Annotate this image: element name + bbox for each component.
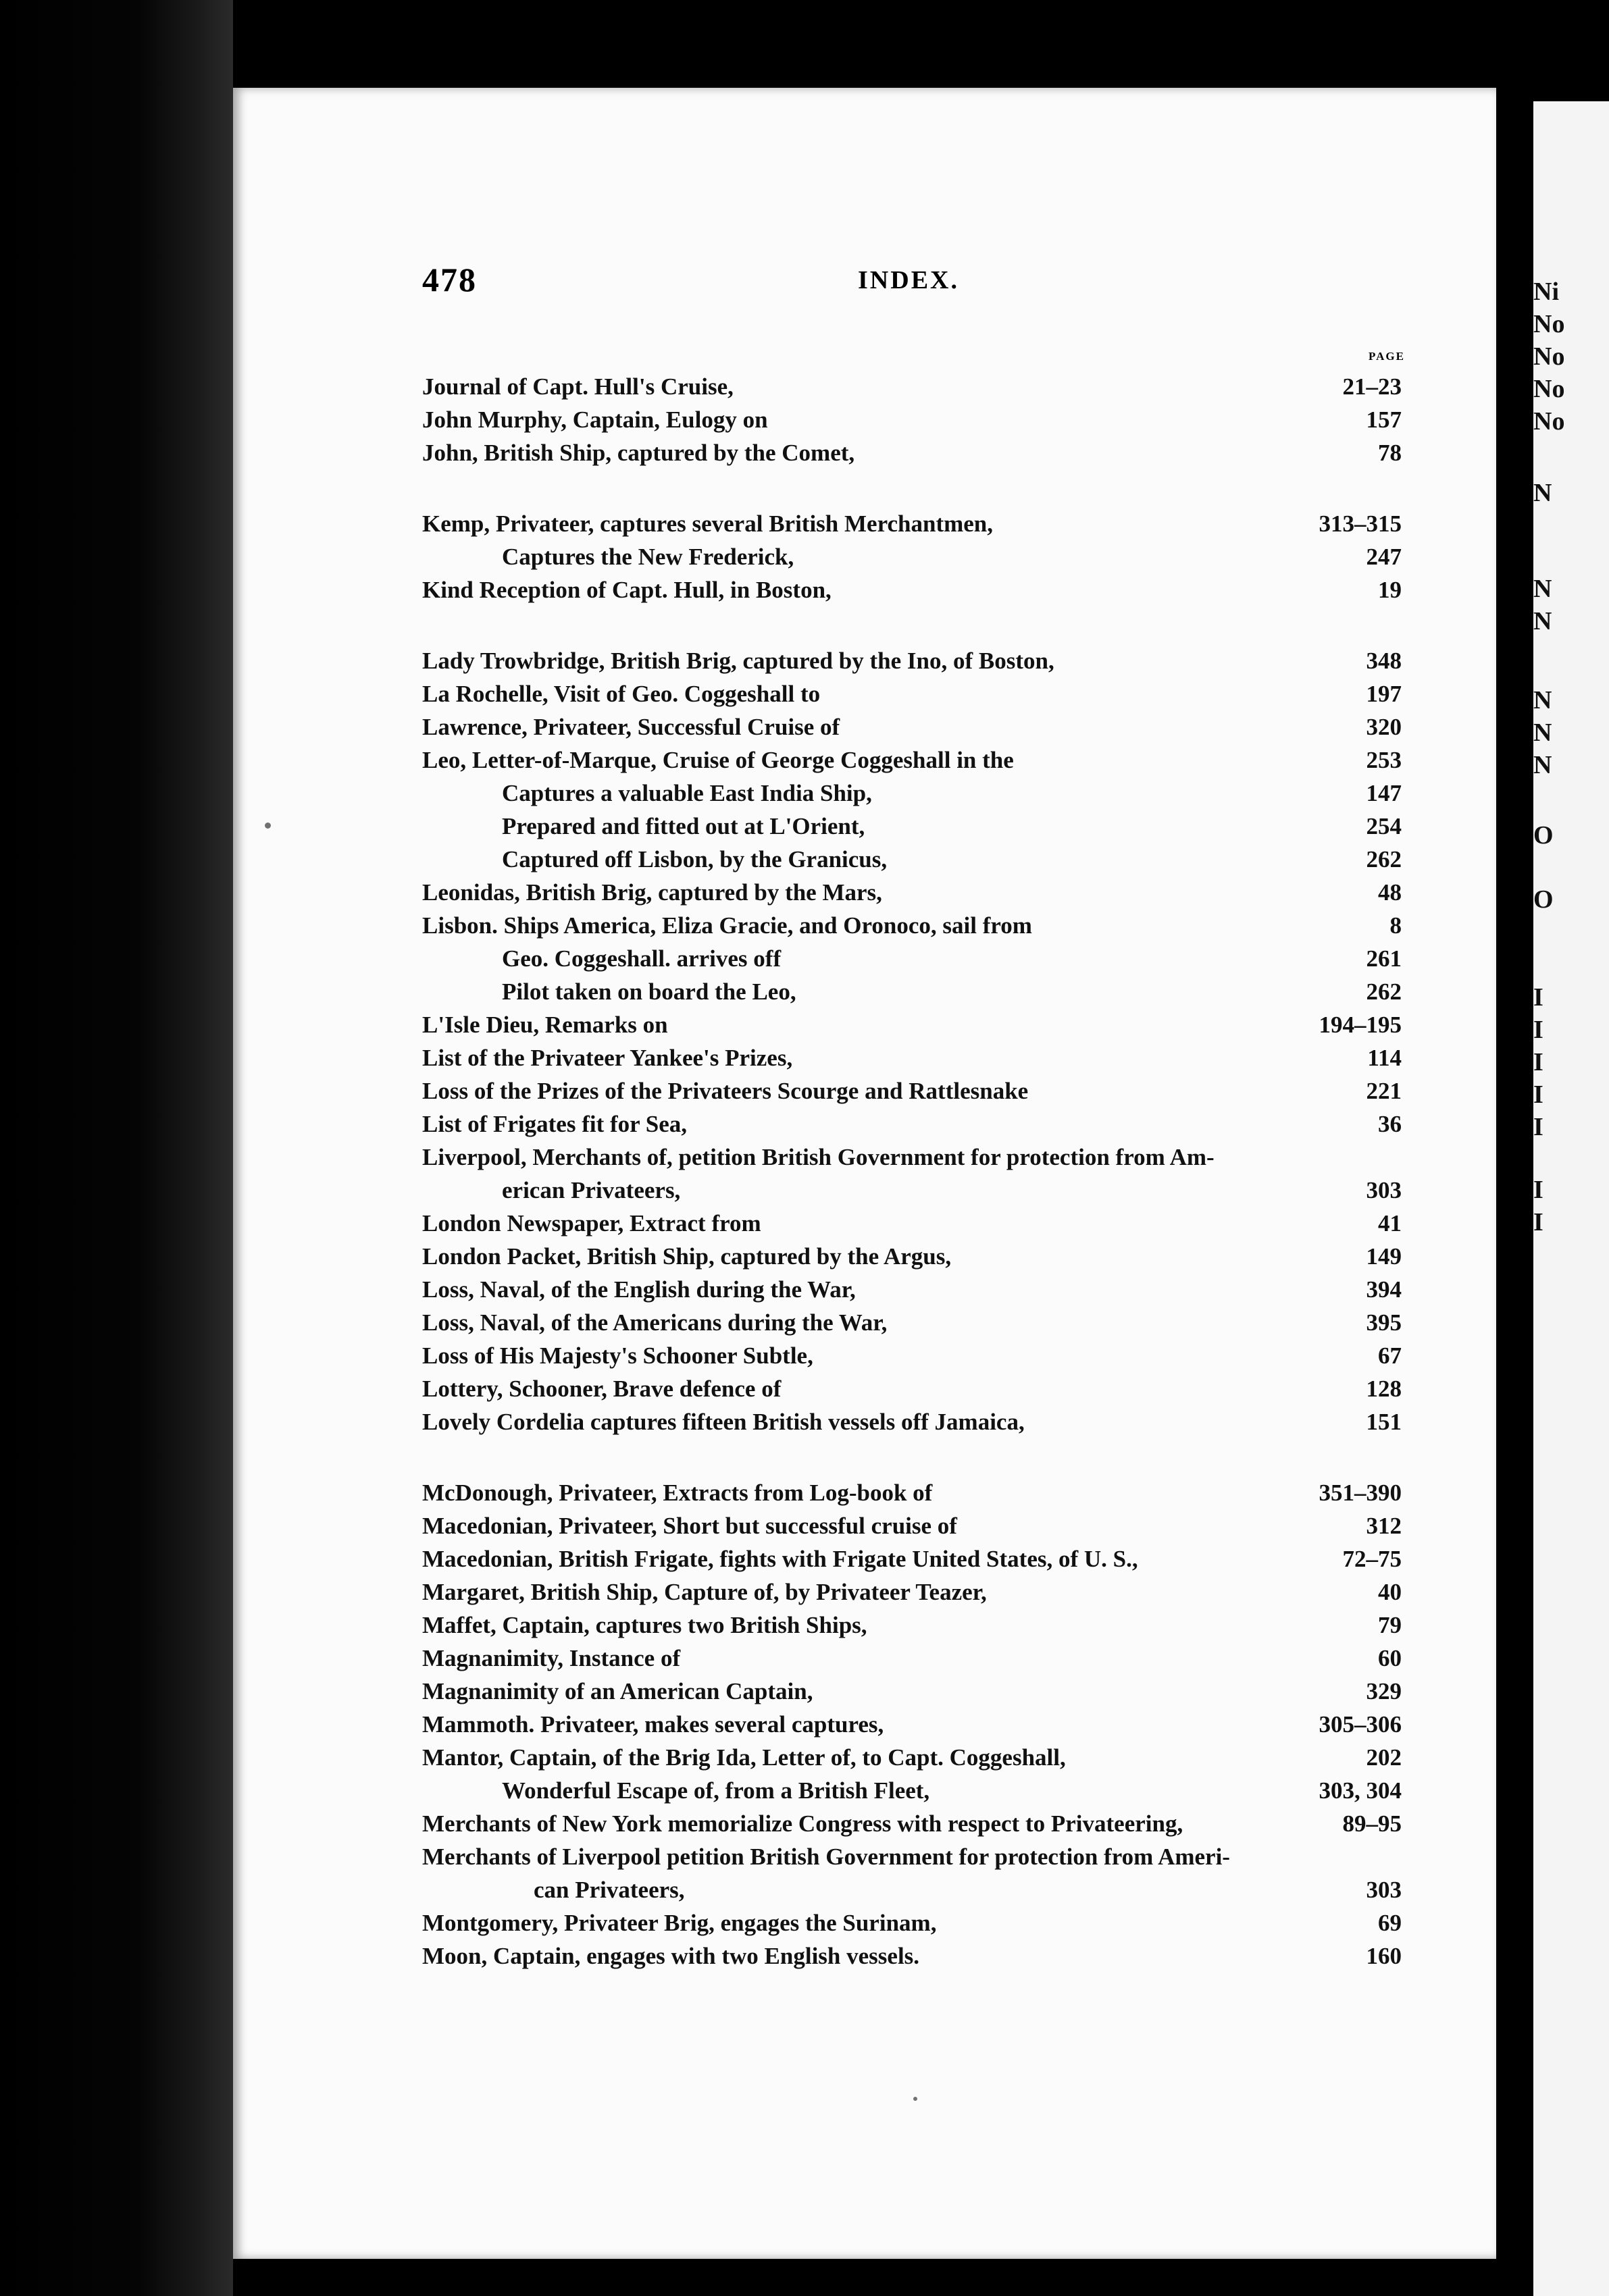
index-entry	[422, 876, 1402, 909]
index-entry	[422, 743, 1402, 777]
index-entry	[422, 1372, 1402, 1405]
index-entry	[422, 777, 1402, 810]
index-entry-page: 41	[1378, 1210, 1402, 1236]
index-entry-text: erican Privateers,	[502, 1177, 681, 1203]
index-entry-page: 253	[1366, 747, 1402, 773]
index-entry-text: Macedonian, British Frigate, fights with Frigate United States, of U. S.,	[422, 1546, 1138, 1572]
index-entry-page: 157	[1366, 407, 1402, 433]
index-entry	[422, 1306, 1402, 1339]
index-entry	[422, 909, 1402, 942]
index-entry	[422, 370, 1402, 403]
index-entry-page: 160	[1366, 1943, 1402, 1969]
index-entry	[422, 1074, 1402, 1107]
index-entry	[422, 1642, 1402, 1675]
index-entry-text: Lottery, Schooner, Brave defence of	[422, 1376, 782, 1402]
index-entry-text: Mantor, Captain, of the Brig Ida, Letter of, to Capt. Coggeshall,	[422, 1744, 1066, 1771]
index-entry-text: Mammoth. Privateer, makes several captures,	[422, 1711, 884, 1738]
index-entry-page: 79	[1378, 1612, 1402, 1638]
index-entry-text: Prepared and fitted out at L'Orient,	[502, 813, 865, 839]
index-entry	[422, 1939, 1402, 1973]
section-gap	[422, 1438, 1402, 1476]
facing-page-fragment: I	[1533, 1176, 1543, 1204]
index-entry	[422, 942, 1402, 975]
index-entry	[422, 1174, 1402, 1207]
index-entry-page: 221	[1366, 1078, 1402, 1104]
facing-page-fragment: No	[1533, 342, 1565, 371]
index-entry-page: 313–315	[1319, 511, 1402, 537]
index-entry-page: 305–306	[1319, 1711, 1402, 1738]
facing-page-fragment: I	[1533, 1048, 1543, 1076]
index-entry-page: 147	[1366, 780, 1402, 806]
index-entry-page: 247	[1366, 544, 1402, 570]
facing-page-fragment: O	[1533, 821, 1554, 850]
index-entry-page: 128	[1366, 1376, 1402, 1402]
index-entry	[422, 1873, 1402, 1906]
index-entry	[422, 1542, 1402, 1575]
index-entry	[422, 1273, 1402, 1306]
facing-page-fragment: No	[1533, 310, 1565, 338]
facing-page-fragment: Ni	[1533, 278, 1559, 306]
index-entry	[422, 1741, 1402, 1774]
index-entry-page: 149	[1366, 1243, 1402, 1270]
book-binding	[0, 0, 233, 2296]
index-entry-page: 194–195	[1319, 1012, 1402, 1038]
index-entry-page: 303, 304	[1319, 1777, 1402, 1804]
index-entry-page: 303	[1366, 1877, 1402, 1903]
index-entry-text: Captures a valuable East India Ship,	[502, 780, 872, 806]
index-entry-text: Maffet, Captain, captures two British Ships,	[422, 1612, 867, 1638]
index-entry	[422, 1774, 1402, 1807]
index-entry-page: 197	[1366, 681, 1402, 707]
index-entry-page: 202	[1366, 1744, 1402, 1771]
index-entry-text: Kemp, Privateer, captures several British Merchantmen,	[422, 511, 994, 537]
index-entry-text: Loss of His Majesty's Schooner Subtle,	[422, 1342, 813, 1369]
index-entry-text: Leonidas, British Brig, captured by the Mars,	[422, 879, 882, 906]
index-entry-page: 303	[1366, 1177, 1402, 1203]
index-entry-page: 89–95	[1342, 1810, 1402, 1837]
index-entry	[422, 1008, 1402, 1041]
index-entry-page: 114	[1367, 1045, 1402, 1071]
index-entry	[422, 1339, 1402, 1372]
index-entry	[422, 1906, 1402, 1939]
index-entry-page: 67	[1378, 1342, 1402, 1369]
section-gap	[422, 469, 1402, 507]
index-entry-page: 348	[1366, 648, 1402, 674]
index-entry-text: Captures the New Frederick,	[502, 544, 794, 570]
index-entry-text: Lovely Cordelia captures fifteen British vessels off Jamaica,	[422, 1409, 1025, 1435]
index-entry	[422, 677, 1402, 710]
index-entry-text: London Newspaper, Extract from	[422, 1210, 761, 1236]
index-entry-text: Margaret, British Ship, Capture of, by Privateer Teazer,	[422, 1579, 987, 1605]
index-entry-text: Moon, Captain, engages with two English vessels.	[422, 1943, 920, 1969]
index-entry-text: L'Isle Dieu, Remarks on	[422, 1012, 668, 1038]
index-entry	[422, 1207, 1402, 1240]
facing-page-fragment: N	[1533, 607, 1552, 635]
index-entry-text: Loss of the Prizes of the Privateers Scourge and Rattlesnake	[422, 1078, 1029, 1104]
index-entry	[422, 1107, 1402, 1141]
index-entry-page: 72–75	[1342, 1546, 1402, 1572]
index-entry	[422, 843, 1402, 876]
index-entry	[422, 1041, 1402, 1074]
facing-page-fragment: N	[1533, 479, 1552, 507]
facing-page	[1533, 101, 1609, 2296]
facing-page-fragment: O	[1533, 885, 1554, 914]
index-entry-text: Merchants of New York memorialize Congress with respect to Privateering,	[422, 1810, 1183, 1837]
index-entry-text: Magnanimity, Instance of	[422, 1645, 681, 1671]
index-entry	[422, 1141, 1402, 1174]
index-entry-page: 351–390	[1319, 1480, 1402, 1506]
index-entry-page: 312	[1366, 1513, 1402, 1539]
ink-speck	[265, 823, 271, 829]
facing-page-fragment: N	[1533, 686, 1552, 714]
page-header	[412, 260, 1405, 307]
index-entry-page: 21–23	[1342, 373, 1402, 400]
index-entry	[422, 1840, 1402, 1873]
facing-page-fragment: N	[1533, 751, 1552, 779]
index-entry-text: Magnanimity of an American Captain,	[422, 1678, 813, 1704]
index-entry	[422, 573, 1402, 606]
index-entry-text: John, British Ship, captured by the Comet,	[422, 440, 855, 466]
index-entry	[422, 1509, 1402, 1542]
index-entry-text: Captured off Lisbon, by the Granicus,	[502, 846, 888, 872]
facing-page-fragment: I	[1533, 1208, 1543, 1236]
index-entry-page: 36	[1378, 1111, 1402, 1137]
index-entry-page: 60	[1378, 1645, 1402, 1671]
index-entry-page: 262	[1366, 846, 1402, 872]
index-entry-page: 394	[1366, 1276, 1402, 1303]
index-entry	[422, 810, 1402, 843]
index-entry	[422, 1609, 1402, 1642]
index-entry-text: Montgomery, Privateer Brig, engages the Surinam,	[422, 1910, 937, 1936]
index-entry-page: 329	[1366, 1678, 1402, 1704]
index-entry-text: List of the Privateer Yankee's Prizes,	[422, 1045, 793, 1071]
facing-page-fragment: No	[1533, 375, 1565, 403]
index-entry-page: 69	[1378, 1910, 1402, 1936]
index-entry-text: Lawrence, Privateer, Successful Cruise of	[422, 714, 840, 740]
index-entry-page: 262	[1366, 979, 1402, 1005]
facing-page-fragment: N	[1533, 719, 1552, 747]
index-entry-page: 48	[1378, 879, 1402, 906]
section-gap	[422, 606, 1402, 644]
index-entry	[422, 644, 1402, 677]
index-entry-page: 254	[1366, 813, 1402, 839]
facing-page-fragment: I	[1533, 1016, 1543, 1044]
page-column-label: PAGE	[1369, 350, 1405, 363]
index-entry-text: can Privateers,	[534, 1877, 685, 1903]
index-entry-page: 261	[1366, 945, 1402, 972]
index-entry-text: Geo. Coggeshall. arrives off	[502, 945, 782, 972]
index-entry-text: Merchants of Liverpool petition British Government for protection from Ameri-	[422, 1844, 1230, 1870]
index-entry-text: McDonough, Privateer, Extracts from Log-book of	[422, 1480, 933, 1506]
index-entry-text: Loss, Naval, of the English during the War,	[422, 1276, 856, 1303]
index-entry-page: 40	[1378, 1579, 1402, 1605]
page-number: 478	[422, 261, 477, 298]
index-entry	[422, 436, 1402, 469]
facing-page-fragment: I	[1533, 1113, 1543, 1141]
index-list	[422, 370, 1402, 1973]
ink-speck	[913, 2097, 917, 2101]
index-entry-text: Macedonian, Privateer, Short but successful cruise of	[422, 1513, 957, 1539]
index-entry-text: Lady Trowbridge, British Brig, captured by the Ino, of Boston,	[422, 648, 1054, 674]
index-entry-text: Liverpool, Merchants of, petition British Government for protection from Am-	[422, 1144, 1215, 1170]
page-gutter	[1496, 81, 1533, 2296]
index-entry-text: Pilot taken on board the Leo,	[502, 979, 796, 1005]
facing-page-fragment: I	[1533, 1080, 1543, 1109]
index-entry-text: List of Frigates fit for Sea,	[422, 1111, 688, 1137]
index-entry-page: 395	[1366, 1309, 1402, 1336]
index-entry-page: 78	[1378, 440, 1402, 466]
index-entry	[422, 1240, 1402, 1273]
index-entry-page: 320	[1366, 714, 1402, 740]
index-entry-page: 151	[1366, 1409, 1402, 1435]
index-entry-text: Journal of Capt. Hull's Cruise,	[422, 373, 734, 400]
facing-page-fragment: I	[1533, 983, 1543, 1012]
index-entry	[422, 1575, 1402, 1609]
index-entry-text: John Murphy, Captain, Eulogy on	[422, 407, 768, 433]
facing-page-fragment: N	[1533, 575, 1552, 603]
index-entry-text: Kind Reception of Capt. Hull, in Boston,	[422, 577, 832, 603]
index-entry-text: Loss, Naval, of the Americans during the War,	[422, 1309, 888, 1336]
index-entry-text: Wonderful Escape of, from a British Fleet,	[502, 1777, 930, 1804]
index-entry	[422, 1807, 1402, 1840]
index-entry	[422, 1476, 1402, 1509]
index-entry	[422, 1708, 1402, 1741]
index-entry-text: Lisbon. Ships America, Eliza Gracie, and Oronoco, sail from	[422, 912, 1032, 939]
running-head-title: INDEX.	[858, 266, 959, 294]
index-entry-text: Leo, Letter-of-Marque, Cruise of George Coggeshall in the	[422, 747, 1014, 773]
index-entry-text: La Rochelle, Visit of Geo. Coggeshall to	[422, 681, 821, 707]
index-entry	[422, 540, 1402, 573]
index-entry	[422, 975, 1402, 1008]
index-entry-text: London Packet, British Ship, captured by the Argus,	[422, 1243, 952, 1270]
facing-page-fragment: No	[1533, 407, 1565, 436]
index-entry	[422, 507, 1402, 540]
index-entry	[422, 710, 1402, 743]
index-entry	[422, 1675, 1402, 1708]
index-entry-page: 8	[1389, 912, 1402, 939]
index-entry	[422, 403, 1402, 436]
index-entry	[422, 1405, 1402, 1438]
index-entry-page: 19	[1378, 577, 1402, 603]
